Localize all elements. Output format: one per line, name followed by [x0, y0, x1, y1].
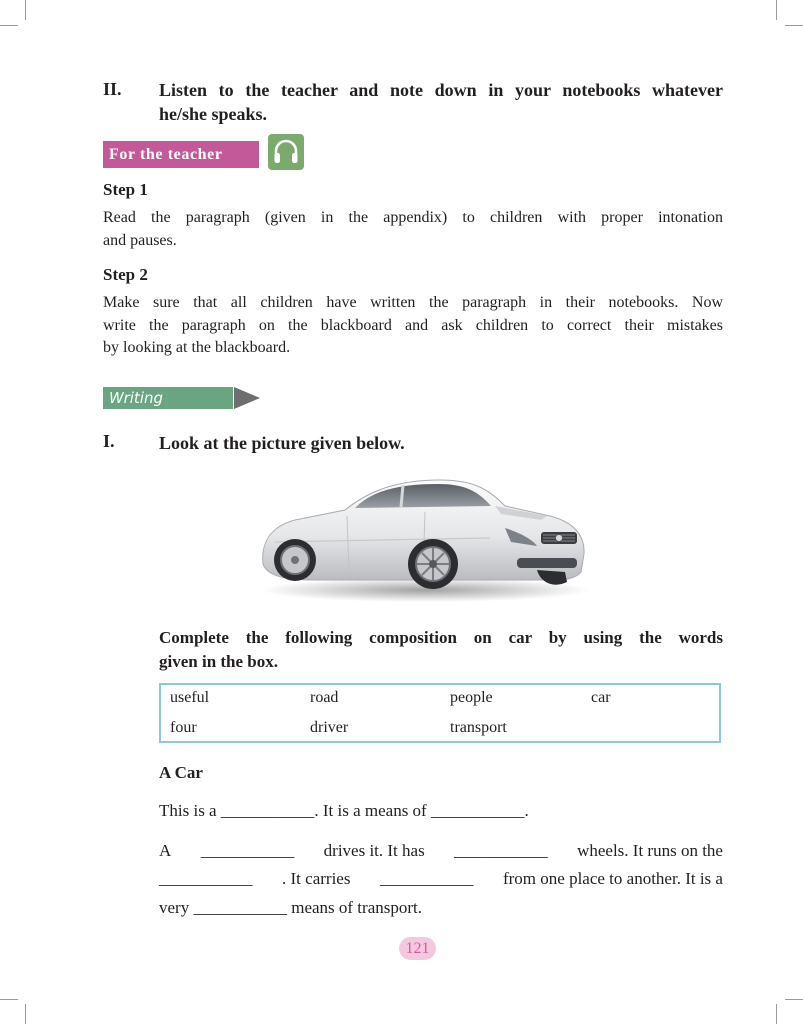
task-line2: given in the box.	[159, 652, 279, 671]
step-line: by looking at the blackboard.	[103, 339, 291, 356]
section-two-number: II.	[103, 79, 122, 99]
composition-text: wheels. It runs on the	[577, 841, 723, 860]
crop-mark	[776, 0, 777, 20]
crop-mark	[0, 999, 18, 1000]
blank-space: ___________	[430, 801, 525, 820]
blank-space: ___________	[220, 801, 315, 820]
section-two-instruction	[159, 78, 723, 126]
composition-line	[159, 841, 723, 861]
composition-text: This is a	[159, 801, 217, 820]
composition-text: drives it. It has	[323, 841, 425, 860]
task-instruction	[159, 626, 723, 674]
task-line1: Complete the following composition on car by using the words	[159, 628, 723, 647]
step-line: write the paragraph on the blackboard and ask children to correct their mistakes	[103, 316, 723, 334]
writing-section-label: Writing	[103, 387, 233, 409]
step-description	[103, 292, 723, 360]
crop-mark	[785, 999, 803, 1000]
section-one-number: I.	[103, 431, 115, 451]
section-one-instruction: Look at the picture given below.	[159, 433, 405, 453]
arrow-right-icon	[234, 387, 260, 414]
step-line: and pauses.	[103, 231, 177, 249]
word-box-item: four	[170, 719, 197, 736]
crop-mark	[0, 25, 18, 26]
composition-text: A	[159, 841, 172, 860]
crop-mark	[25, 0, 26, 20]
composition-text: . It is a means of	[314, 801, 427, 820]
blank-space: ___________	[193, 898, 287, 917]
blank-space: ___________	[454, 841, 548, 860]
composition-text: means of transport.	[291, 898, 422, 917]
composition-text: from one place to another. It is a	[502, 869, 723, 888]
word-box-item: useful	[170, 689, 210, 706]
step-title: Step 1	[103, 180, 148, 199]
word-box-item: people	[450, 689, 493, 706]
step-line: Make sure that all children have written the paragraph in their notebooks. Now	[103, 294, 723, 311]
crop-mark	[785, 25, 803, 26]
crop-mark	[776, 1004, 777, 1024]
step-line: Read the paragraph (given in the appendix) to children with proper intonation	[103, 209, 723, 226]
teacher-badge: For the teacher	[103, 141, 259, 168]
word-box-item: transport	[450, 719, 507, 736]
word-box	[159, 683, 721, 743]
word-box-item: car	[591, 689, 611, 706]
headphone-icon	[268, 134, 304, 170]
word-box-item: driver	[310, 719, 349, 736]
page-number: 121	[399, 937, 436, 960]
composition-line	[159, 869, 723, 889]
car-image	[255, 472, 590, 607]
section-two-instruction-line2: he/she speaks.	[159, 104, 268, 124]
composition-text: very	[159, 898, 190, 917]
step-title: Step 2	[103, 265, 148, 284]
crop-mark	[25, 1004, 26, 1024]
word-box-item: road	[310, 689, 339, 706]
composition-text: .	[524, 801, 529, 820]
composition-line	[159, 801, 529, 821]
composition-text: . It carries	[282, 869, 351, 888]
composition-title: A Car	[159, 763, 203, 782]
composition-line	[159, 898, 422, 918]
blank-space: ___________	[379, 869, 474, 888]
step-description	[103, 207, 723, 252]
blank-space: ___________	[200, 841, 295, 860]
section-two-instruction-line1: Listen to the teacher and note down in your notebooks whatever	[159, 80, 723, 100]
blank-space: ___________	[159, 869, 253, 888]
